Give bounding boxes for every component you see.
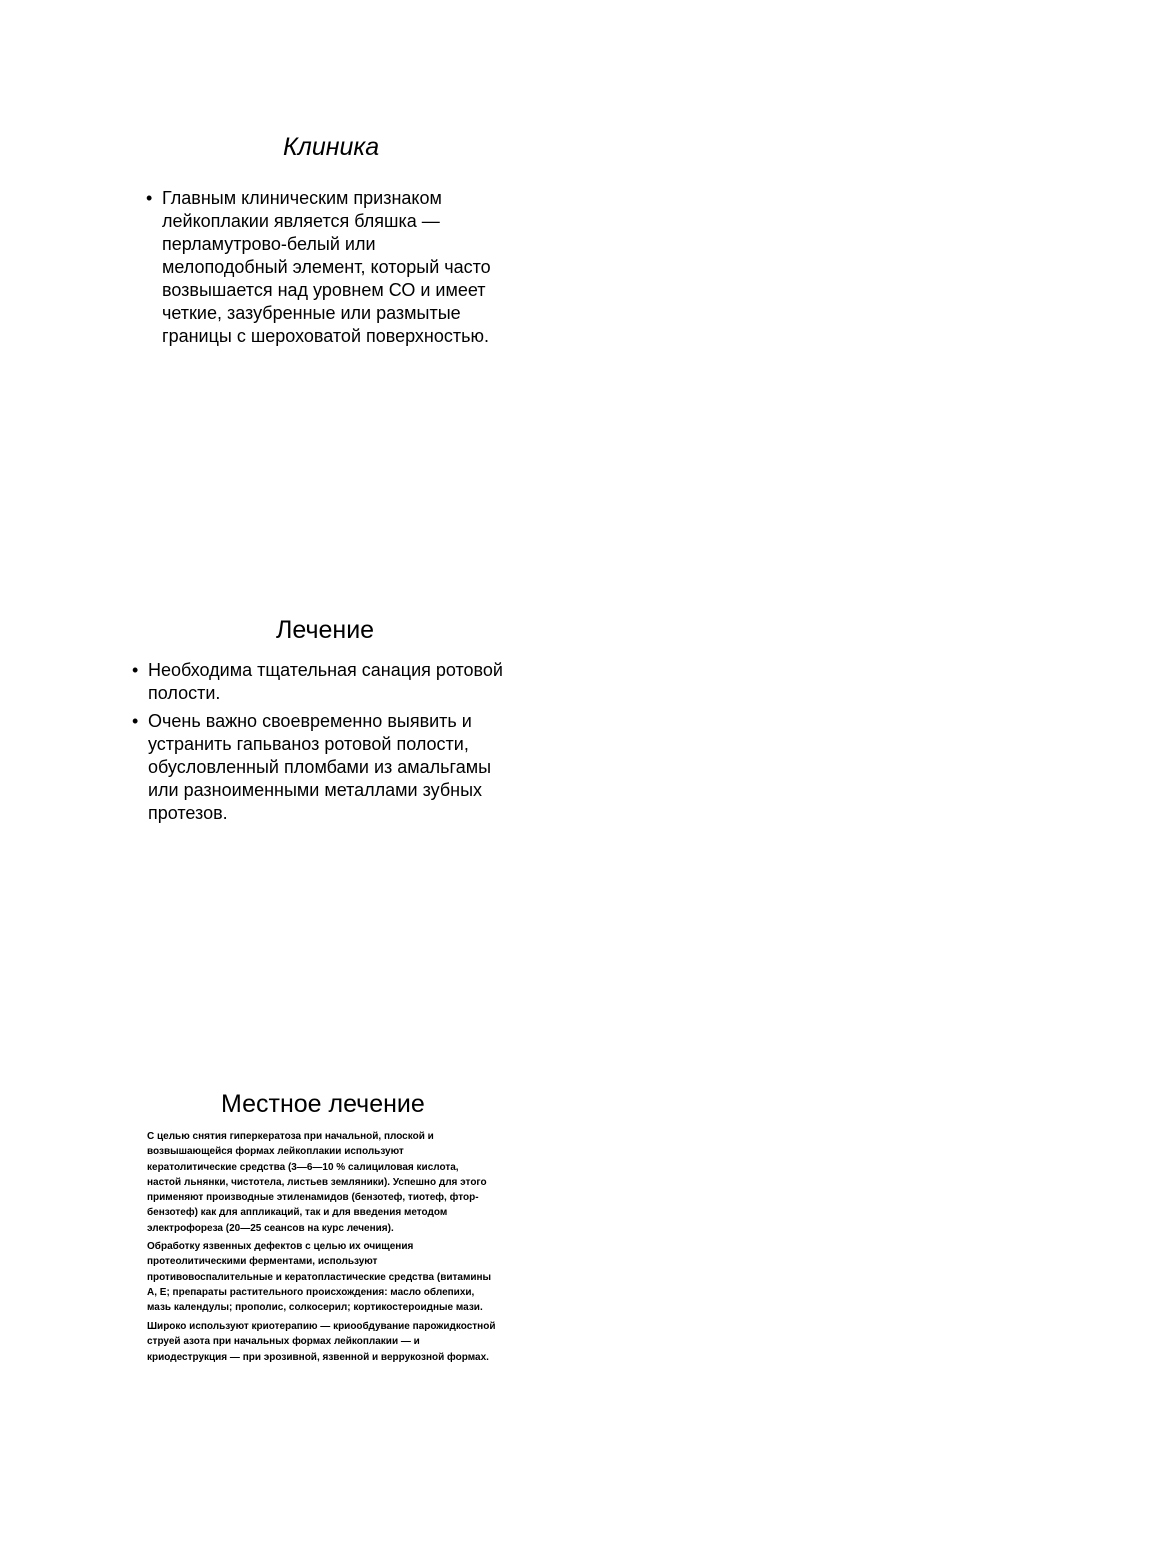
paragraph-line: возвышающейся формах лейкоплакии используют: [147, 1146, 404, 1158]
paragraph-line: кератолитические средства (3—6—10 % салициловая кислота,: [147, 1161, 459, 1173]
bullet-text-line: Главным клиническим признаком: [162, 188, 442, 208]
paragraph-line: противовоспалительные и кератопластические средства (витамины: [147, 1271, 492, 1283]
paragraph-line: струей азота при начальных формах лейкоплакии — и: [147, 1336, 420, 1348]
paragraph-line: электрофореза (20—25 сеансов на курс лечения).: [147, 1222, 394, 1234]
bullet-text-line: или разноименными металлами зубных: [148, 780, 483, 800]
paragraph-line: С целью снятия гиперкератоза при начальной, плоской и: [147, 1131, 434, 1142]
paragraph: [147, 1129, 529, 1236]
bullet-text-line: лейкоплакии является бляшка —: [162, 211, 440, 231]
bullet-text-line: протезов.: [148, 803, 228, 823]
slide-title-clinic: Клиника: [283, 133, 380, 161]
bullet-text-line: границы с шероховатой поверхностью.: [162, 326, 490, 346]
bullet-text-line: перламутрово-белый или: [162, 234, 376, 254]
slide-title-local-treatment: Местное лечение: [221, 1090, 425, 1118]
bullet-item: [132, 659, 528, 705]
bullet-text-line: Необходима тщательная санация ротовой: [148, 660, 503, 680]
bullet-text-line: обусловленный пломбами из амальгамы: [148, 757, 492, 777]
bullet-marker: •: [146, 188, 153, 208]
paragraph-line: настой льнянки, чистотела, листьев земляники). Успешно для этого: [147, 1176, 487, 1188]
bullet-text-line: четкие, зазубренные или размытые: [162, 303, 461, 323]
bullet-item: [146, 187, 512, 348]
bullet-text-line: устранить гапьваноз ротовой полости,: [148, 734, 469, 754]
bullet-text-line: Очень важно своевременно выявить и: [148, 711, 472, 731]
bullet-text-line: возвышается над уровнем СО и имеет: [162, 280, 486, 300]
bullet-marker: •: [132, 711, 139, 731]
paragraph-line: применяют производные этиленамидов (бензотеф, тиотеф, фтор-: [147, 1192, 479, 1204]
bullet-text-line: мелоподобный элемент, который часто: [162, 257, 491, 277]
paragraph-line: Широко используют криотерапию — криообдувание парожидкостной: [147, 1321, 496, 1332]
paragraph-line: мазь календулы; прополис, солкосерил; кортикостероидные мази.: [147, 1302, 483, 1314]
bullet-text-line: полости.: [148, 683, 221, 703]
slide-title-treatment: Лечение: [276, 616, 375, 644]
bullet-marker: •: [132, 660, 139, 680]
paragraph: [147, 1239, 529, 1315]
paragraph-line: А, Е; препараты растительного происхождения: масло облепихи,: [147, 1286, 475, 1298]
bullet-item: [132, 710, 528, 825]
paragraph-line: Обработку язвенных дефектов с целью их очищения: [147, 1241, 414, 1252]
paragraph-line: бензотеф) как для аппликаций, так и для введения методом: [147, 1207, 448, 1219]
paragraph-line: протеолитическими ферментами, используют: [147, 1256, 378, 1268]
paragraph: [147, 1319, 529, 1365]
paragraph-line: криодеструкция — при эрозивной, язвенной и веррукозной формах.: [147, 1351, 489, 1363]
